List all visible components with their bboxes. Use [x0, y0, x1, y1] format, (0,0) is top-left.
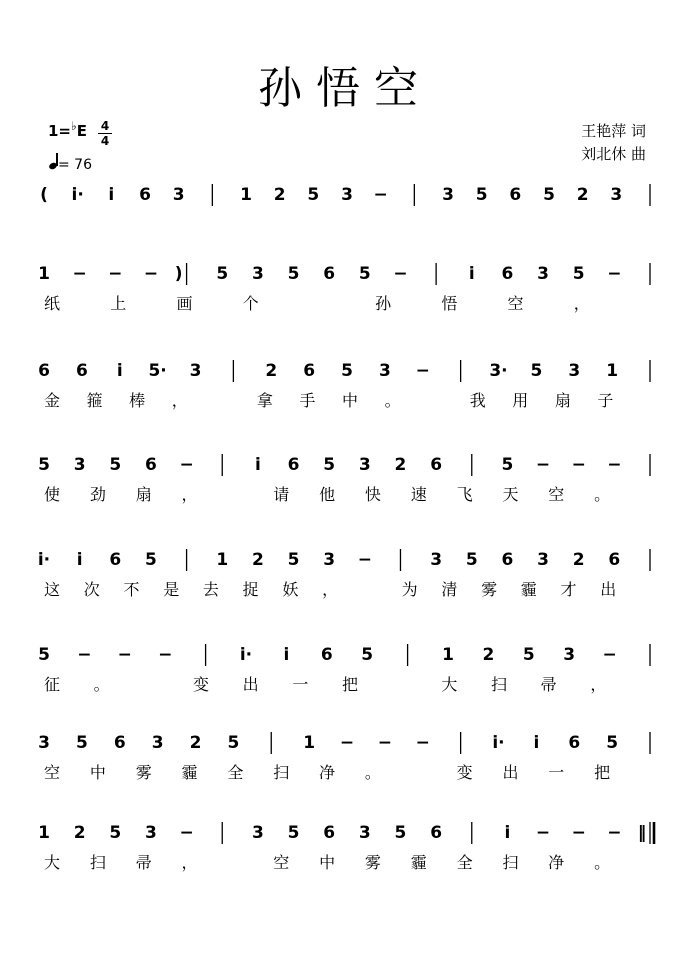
dash-note: −: [571, 823, 586, 843]
lyric-char: 雾: [364, 853, 381, 872]
lyric-char: 空: [273, 853, 290, 872]
note: 6: [287, 455, 300, 475]
note: 5: [307, 185, 320, 205]
note: 3: [323, 550, 336, 570]
lyric-char: 空: [44, 763, 61, 782]
note: 3: [172, 185, 185, 205]
bracket-close: ‖: [637, 823, 647, 843]
lyric-char: 扫: [273, 763, 290, 782]
note: 6: [509, 185, 522, 205]
note: 5: [501, 455, 514, 475]
lyric-char: 变: [456, 763, 473, 782]
note: 5: [75, 733, 88, 753]
note: i̇: [254, 455, 261, 475]
lyric-char: 空: [548, 485, 565, 504]
note: 3: [151, 733, 164, 753]
dash-note: −: [179, 823, 194, 843]
lyric-char: 中: [89, 763, 106, 782]
lyric-char: 把: [594, 763, 611, 782]
note: 1: [303, 733, 316, 753]
note: i̇·: [239, 645, 253, 665]
note: 6: [38, 361, 50, 381]
lyric-char: 飞: [456, 485, 473, 504]
lyric-char: 。: [594, 485, 611, 504]
note: 5: [543, 185, 555, 205]
note: 2: [251, 550, 264, 570]
dash-note: −: [77, 645, 92, 665]
lyric-char: 扇: [554, 391, 571, 410]
lyric-char: 箍: [86, 391, 103, 410]
lyric-char: 去: [202, 580, 219, 599]
note: 5: [38, 645, 50, 665]
lyric-char: 劲: [89, 485, 106, 504]
note: 3: [145, 823, 157, 843]
note: 3: [189, 361, 202, 381]
lyric-char: 空: [507, 294, 524, 313]
note: 2: [572, 550, 585, 570]
note: 1: [38, 264, 50, 284]
note: 5: [38, 455, 50, 475]
time-signature-top: 4: [100, 119, 110, 133]
note: 1: [606, 361, 619, 381]
note: i̇: [468, 264, 475, 284]
note: 5: [465, 550, 478, 570]
lyric-char: 霾: [181, 763, 198, 782]
lyric-char: 个: [242, 294, 259, 313]
lyric-char: 一: [548, 763, 565, 782]
lyric-char: 。: [384, 391, 401, 410]
lyric-char: 雾: [481, 580, 498, 599]
bracket-close: ): [174, 264, 183, 284]
note: 6: [303, 361, 316, 381]
note: 6: [430, 455, 443, 475]
lyric-char: 天: [502, 485, 519, 504]
dash-note: −: [373, 185, 388, 205]
note: 3: [251, 823, 264, 843]
lyric-char: 不: [123, 580, 140, 599]
note: 5: [287, 550, 300, 570]
note: 6: [320, 645, 333, 665]
note: 5·: [148, 361, 167, 381]
note: 3: [378, 361, 391, 381]
note: 6: [139, 185, 151, 205]
lyric-char: 。: [364, 763, 381, 782]
lyric-char: 霾: [520, 580, 537, 599]
lyric-char: 画: [176, 294, 193, 313]
note: 3: [358, 823, 371, 843]
lyric-char: 中: [342, 391, 359, 410]
key-prefix: 1=: [48, 122, 72, 140]
lyric-char: 请: [273, 485, 290, 504]
note: 5: [145, 550, 157, 570]
lyric-char: 悟: [441, 294, 458, 313]
lyric-char: 雾: [135, 763, 152, 782]
lyric-char: ，: [171, 391, 188, 410]
dash-note: −: [339, 733, 355, 753]
lyric-char: 使: [44, 485, 61, 504]
key-letter: E: [76, 122, 87, 140]
lyric-char: 才: [560, 580, 577, 599]
dash-note: −: [158, 645, 173, 665]
lyric-char: 他: [319, 485, 336, 504]
note: 5: [572, 264, 585, 284]
composer-credit: 刘北休 曲: [581, 145, 646, 163]
lyric-char: 征: [44, 675, 61, 694]
lyric-char: 为: [401, 580, 418, 599]
lyric-char: 扇: [135, 485, 152, 504]
lyric-char: 净: [548, 853, 565, 872]
note: 2: [482, 645, 495, 665]
note: 3·: [489, 361, 508, 381]
note: 5: [606, 733, 619, 753]
lyric-char: 大: [44, 853, 61, 872]
note: 3: [537, 550, 549, 570]
lyric-char: 清: [441, 580, 458, 599]
lyric-char: 上: [110, 294, 127, 313]
note: 6: [323, 264, 336, 284]
lyric-char: 捉: [242, 580, 259, 599]
lyric-char: 出: [600, 580, 617, 599]
note: 6: [145, 455, 157, 475]
lyric-char: 扫: [502, 853, 519, 872]
note: (: [40, 185, 48, 205]
note: 3: [430, 550, 443, 570]
note: i̇: [108, 185, 115, 205]
note: 6: [501, 264, 514, 284]
lyric-char: 。: [594, 853, 611, 872]
note: 3: [341, 185, 353, 205]
tempo-value: = 76: [58, 157, 92, 173]
note: 6: [75, 361, 88, 381]
lyric-char: 出: [242, 675, 259, 694]
lyric-char: ，: [590, 675, 607, 694]
note: 2: [273, 185, 286, 205]
dash-note: −: [535, 823, 551, 843]
lyric-char: 我: [469, 391, 486, 410]
note: 2: [576, 185, 589, 205]
note: 5: [216, 264, 229, 284]
dash-note: −: [377, 733, 392, 753]
note: 1: [240, 185, 252, 205]
dash-note: −: [607, 455, 622, 475]
note: 5: [341, 361, 353, 381]
lyric-char: ，: [181, 853, 198, 872]
note: 5: [109, 823, 122, 843]
lyric-char: ，: [573, 294, 590, 313]
note: i̇: [504, 823, 511, 843]
lyric-char: 拿: [256, 391, 273, 410]
note: 2: [394, 455, 407, 475]
dash-note: −: [143, 264, 159, 284]
lyric-char: 这: [44, 580, 61, 599]
note: 1: [216, 550, 229, 570]
note: 5: [475, 185, 488, 205]
lyric-char: 。: [93, 675, 110, 694]
lyric-char: 妖: [282, 580, 299, 599]
lyric-char: 扫: [89, 853, 106, 872]
note: i̇·: [492, 733, 505, 753]
lyric-char: 中: [319, 853, 336, 872]
lyric-char: 棒: [129, 391, 146, 410]
lyric-char: 纸: [44, 294, 61, 313]
lyric-char: 把: [342, 675, 359, 694]
note: 1: [38, 823, 50, 843]
lyricist-credit: 王艳萍 词: [581, 122, 646, 140]
lyric-char: 全: [456, 853, 473, 872]
dash-note: −: [117, 645, 132, 665]
note: 5: [323, 455, 336, 475]
lyric-char: 出: [502, 763, 519, 782]
lyric-char: ，: [322, 580, 339, 599]
flat-sign: ♭: [71, 119, 77, 133]
note: 5: [358, 264, 371, 284]
note: i̇: [283, 645, 290, 665]
lyric-char: 速: [410, 485, 427, 504]
lyric-char: 帚: [135, 853, 152, 872]
note: 6: [113, 733, 126, 753]
note: 3: [358, 455, 371, 475]
song-title: 孙悟空: [258, 63, 432, 114]
lyric-char: 帚: [540, 675, 557, 694]
note: 5: [522, 645, 535, 665]
dash-note: −: [108, 264, 123, 284]
note: 2: [73, 823, 86, 843]
lyric-char: 用: [512, 391, 529, 410]
lyric-char: 扫: [491, 675, 508, 694]
note: 3: [38, 733, 50, 753]
note: 6: [568, 733, 581, 753]
dash-note: −: [602, 645, 617, 665]
note: 3: [610, 185, 623, 205]
lyric-char: 大: [441, 675, 458, 694]
lyric-char: 快: [364, 485, 381, 504]
lyric-char: 子: [597, 391, 614, 410]
note: 2: [189, 733, 202, 753]
note: 3: [251, 264, 264, 284]
note: 3: [568, 361, 581, 381]
note: 6: [109, 550, 122, 570]
time-signature-bottom: 4: [100, 134, 110, 148]
note: i̇: [533, 733, 540, 753]
dash-note: −: [179, 455, 194, 475]
dash-note: −: [607, 264, 622, 284]
dash-note: −: [72, 264, 87, 284]
note: 6: [323, 823, 336, 843]
note: 5: [109, 455, 122, 475]
note: 3: [563, 645, 576, 665]
lyric-char: 霾: [410, 853, 427, 872]
dash-note: −: [393, 264, 408, 284]
dash-note: −: [357, 550, 372, 570]
note: 3: [442, 185, 454, 205]
lyric-char: 是: [163, 580, 180, 599]
lyric-char: 变: [193, 675, 210, 694]
lyric-char: 净: [319, 763, 336, 782]
note: 2: [265, 361, 278, 381]
dash-note: −: [415, 733, 430, 753]
note: 3: [537, 264, 549, 284]
note: 5: [361, 645, 374, 665]
note: 5: [287, 823, 300, 843]
dash-note: −: [535, 455, 551, 475]
note: i̇: [76, 550, 83, 570]
note: 1: [442, 645, 454, 665]
note: i̇: [116, 361, 123, 381]
lyric-char: ，: [181, 485, 198, 504]
note: i̇·: [71, 185, 84, 205]
lyric-char: 孙: [375, 294, 392, 313]
dash-note: −: [415, 361, 430, 381]
dash-note: −: [571, 455, 586, 475]
note: 5: [227, 733, 240, 753]
note: 5: [394, 823, 407, 843]
lyric-char: 一: [292, 675, 309, 694]
note: 6: [501, 550, 514, 570]
note: 6: [608, 550, 621, 570]
lyric-char: 金: [44, 391, 61, 410]
lyric-char: 手: [299, 391, 316, 410]
note: i̇·: [37, 550, 51, 570]
lyric-char: 次: [83, 580, 100, 599]
dash-note: −: [607, 823, 622, 843]
note: 5: [530, 361, 543, 381]
lyric-char: 全: [227, 763, 244, 782]
note: 5: [287, 264, 300, 284]
note: 3: [73, 455, 86, 475]
note: 6: [430, 823, 443, 843]
